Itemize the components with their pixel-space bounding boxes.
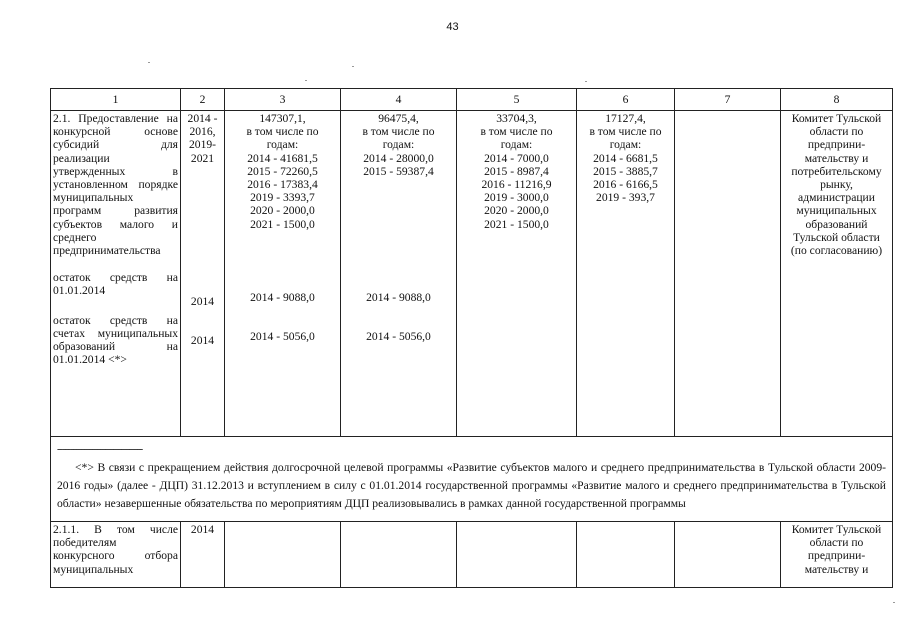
executor-line: Комитет Тульской bbox=[791, 112, 882, 125]
local-funding-line: годам: bbox=[609, 138, 642, 152]
column-header: 6 bbox=[577, 89, 675, 111]
regional-funding-line: 33704,3, bbox=[496, 112, 537, 125]
federal-funding-line: в том числе по bbox=[362, 125, 435, 139]
total-funding-line: 147307,1, bbox=[259, 112, 306, 125]
column-header: 1 bbox=[51, 89, 181, 111]
total-remainder-2: 2014 - 5056,0 bbox=[250, 330, 315, 344]
activity-description: 2.1. Предоставление на конкурсной основе субсидий для реализации утвержденных в установленном порядке муниципальных программ развития субъектов малого и среднего предпринимательства bbox=[53, 112, 178, 258]
period-cell: 2014 bbox=[181, 522, 225, 588]
regional-funding-line: в том числе по bbox=[480, 125, 553, 139]
total-funding-line: 2014 - 41681,5 bbox=[247, 151, 318, 165]
total-funding-line: 2020 - 2000,0 bbox=[250, 204, 315, 218]
local-funding-cell bbox=[577, 111, 675, 437]
federal-funding-cell bbox=[341, 111, 457, 437]
regional-funding-line: 2014 - 7000,0 bbox=[484, 151, 549, 165]
regional-funding-line: 2019 - 3000,0 bbox=[484, 191, 549, 205]
executor-line: Тульской области bbox=[793, 230, 880, 244]
federal-funding-line: 96475,4, bbox=[378, 112, 419, 125]
federal-remainder-2: 2014 - 5056,0 bbox=[366, 330, 431, 344]
regional-funding-cell bbox=[457, 111, 577, 437]
executor-line: предприни- bbox=[807, 549, 866, 563]
executor-line: потребительскому bbox=[791, 164, 882, 178]
footnote-text: <*> В связи с прекращением действия долгосрочной целевой программы «Развитие субъектов малого и среднего предпринимательства в Тульской области 2009-2016 годы» (далее - ДЦП) 31.12.2013 и вступлением в силу с 01.01.2014 государственной программы «Развитие малого и среднего предпринимательства в Тульской области» незавершенные обязательства по мероприятиям ДЦП реализовывались в рамках данной государственной программы bbox=[57, 461, 886, 510]
local-funding-line: 2019 - 393,7 bbox=[596, 191, 655, 205]
regional-funding-line: 2020 - 2000,0 bbox=[484, 204, 549, 218]
activity-description-cell bbox=[51, 111, 181, 437]
federal-funding-line: 2015 - 59387,4 bbox=[363, 164, 434, 178]
extrabudgetary-cell bbox=[675, 111, 781, 437]
period-cell bbox=[181, 111, 225, 437]
remainder-accounts-description: остаток средств на счетах муниципальных образований на 01.01.2014 <*> bbox=[53, 313, 178, 367]
period-remainder-2: 2014 bbox=[190, 334, 215, 348]
executor-line: мательству и bbox=[804, 562, 869, 576]
total-funding-cell bbox=[225, 111, 341, 437]
regional-funding-line: годам: bbox=[500, 138, 533, 152]
table-row-2-1-1 bbox=[51, 522, 893, 588]
remainder-description: остаток средств на 01.01.2014 bbox=[53, 271, 178, 298]
period-remainder-1: 2014 bbox=[190, 295, 215, 308]
column-header: 7 bbox=[675, 89, 781, 111]
executor-line: предприни- bbox=[807, 138, 866, 152]
total-funding-line: годам: bbox=[266, 138, 299, 152]
total-funding-line: 2021 - 1500,0 bbox=[250, 217, 315, 231]
regional-funding-cell bbox=[457, 522, 577, 588]
total-funding-line: в том числе по bbox=[246, 125, 319, 139]
extrabudgetary-cell bbox=[675, 522, 781, 588]
executor-line: (по согласованию) bbox=[790, 244, 883, 258]
executor-line: муниципальных bbox=[796, 204, 877, 218]
regional-funding-line: 2015 - 8987,4 bbox=[484, 164, 549, 178]
total-funding-cell bbox=[225, 522, 341, 588]
footnote-row bbox=[51, 437, 893, 522]
table-row-2-1 bbox=[51, 111, 893, 437]
column-header: 4 bbox=[341, 89, 457, 111]
local-funding-cell bbox=[577, 522, 675, 588]
column-header: 8 bbox=[781, 89, 893, 111]
local-funding-line: в том числе по bbox=[589, 125, 662, 139]
footnote-cell bbox=[51, 437, 893, 522]
footnote-rule: -------------------------------- bbox=[57, 443, 143, 455]
federal-funding-cell bbox=[341, 522, 457, 588]
responsible-executor-cell bbox=[781, 111, 893, 437]
responsible-executor-cell bbox=[781, 522, 893, 588]
local-funding-line: 17127,4, bbox=[605, 112, 646, 125]
total-funding-line: 2019 - 3393,7 bbox=[250, 191, 315, 205]
executor-line: администрации bbox=[798, 191, 875, 205]
period-main: 2014 - 2016, 2019-2021 bbox=[187, 112, 218, 165]
column-header: 5 bbox=[457, 89, 577, 111]
activity-description-cell: 2.1.1. В том числе победителям конкурсного отбора муниципальных bbox=[51, 522, 181, 588]
federal-funding-line: 2014 - 28000,0 bbox=[363, 151, 434, 165]
executor-line: области по bbox=[809, 125, 864, 139]
column-header: 3 bbox=[225, 89, 341, 111]
executor-line: рынку, bbox=[820, 178, 853, 192]
executor-line: мательству и bbox=[804, 151, 869, 165]
page-number: 43 bbox=[446, 21, 459, 33]
column-header: 2 bbox=[181, 89, 225, 111]
regional-funding-line: 2021 - 1500,0 bbox=[484, 217, 549, 231]
federal-remainder-1: 2014 - 9088,0 bbox=[366, 291, 431, 305]
executor-line: области по bbox=[809, 536, 864, 550]
total-funding-line: 2016 - 17383,4 bbox=[247, 178, 318, 192]
executor-line: образований bbox=[805, 217, 868, 231]
federal-funding-line: годам: bbox=[382, 138, 415, 152]
local-funding-line: 2015 - 3885,7 bbox=[593, 164, 658, 178]
local-funding-line: 2016 - 6166,5 bbox=[593, 178, 658, 192]
regional-funding-line: 2016 - 11216,9 bbox=[481, 178, 552, 192]
total-remainder-1: 2014 - 9088,0 bbox=[250, 290, 315, 304]
executor-line: Комитет Тульской bbox=[791, 523, 882, 536]
program-table bbox=[50, 88, 893, 588]
total-funding-line: 2015 - 72260,5 bbox=[247, 164, 318, 178]
local-funding-line: 2014 - 6681,5 bbox=[593, 151, 658, 165]
column-number-row bbox=[51, 89, 893, 111]
